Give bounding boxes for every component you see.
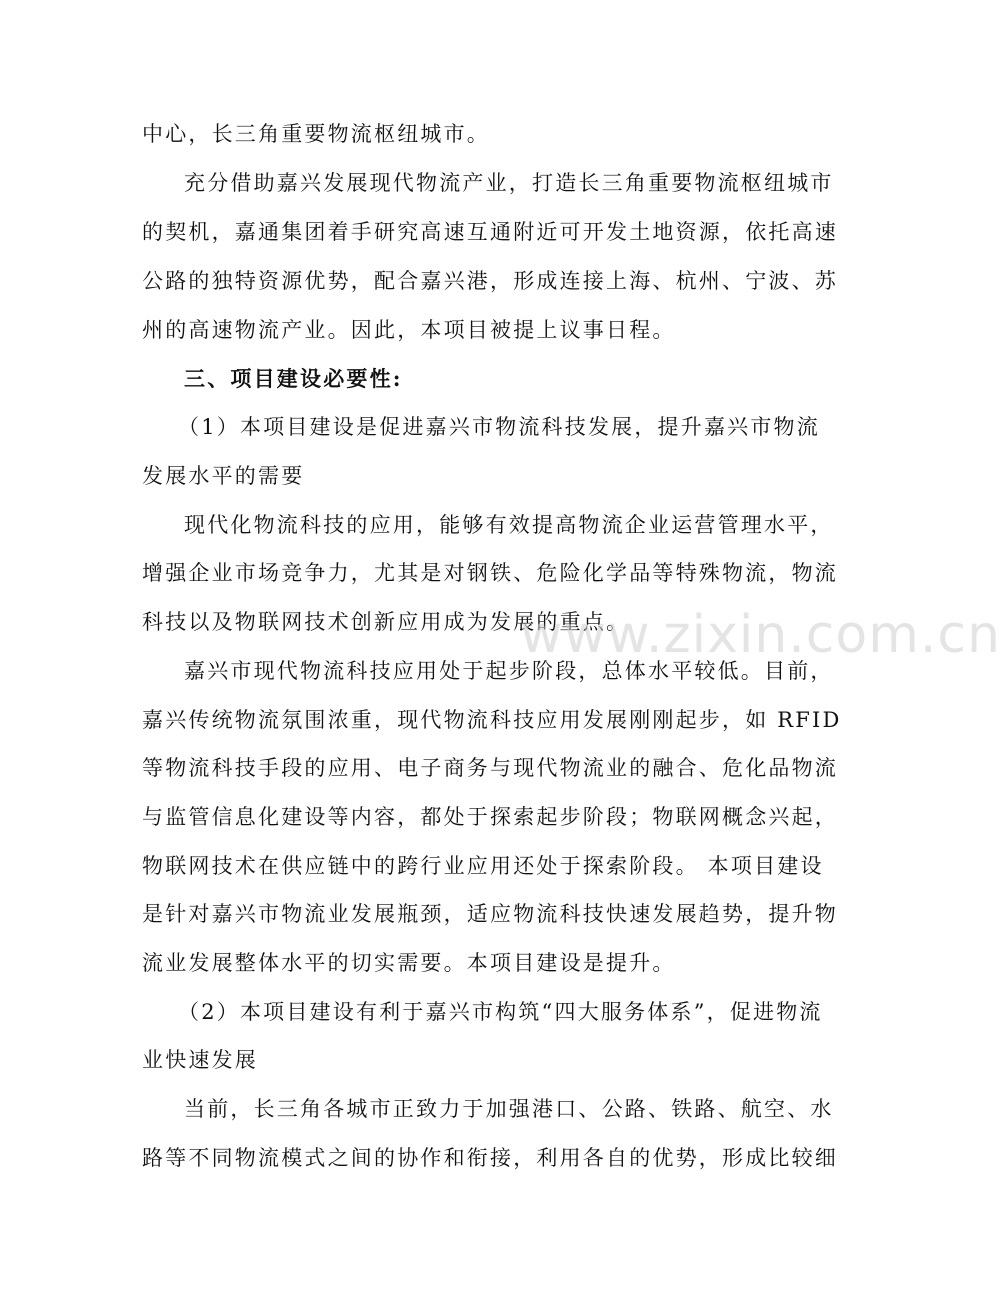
text-line: 嘉兴传统物流氛围浓重，现代物流科技应用发展刚刚起步，如 RFID: [142, 708, 842, 732]
section-heading: 三、项目建设必要性:: [184, 366, 403, 391]
paragraph-first-line: 当前，长三角各城市正致力于加强港口、公路、铁路、航空、水: [184, 1097, 834, 1121]
paragraph-first-line: 现代化物流科技的应用，能够有效提高物流企业运营管理水平，: [184, 513, 834, 537]
text-line: 是针对嘉兴市物流业发展瓶颈，适应物流科技快速发展趋势，提升物: [142, 902, 838, 926]
text-line: 路等不同物流模式之间的协作和衔接，利用各自的优势，形成比较细: [142, 1146, 838, 1170]
subheading-line: （1）本项目建设是促进嘉兴市物流科技发展，提升嘉兴市物流: [178, 415, 820, 439]
watermark: www.zixin.com.cn: [520, 605, 1001, 665]
paragraph-first-line: 充分借助嘉兴发展现代物流产业，打造长三角重要物流枢纽城市: [184, 171, 834, 195]
text-line: 州的高速物流产业。因此，本项目被提上议事日程。: [142, 318, 676, 342]
text-line: 的契机，嘉通集团着手研究高速互通附近可开发土地资源，依托高速: [142, 220, 838, 244]
text-line: 增强企业市场竞争力，尤其是对钢铁、危险化学品等特殊物流，物流: [142, 561, 838, 585]
subheading-line: （2）本项目建设有利于嘉兴市构筑“四大服务体系”，促进物流: [178, 1000, 823, 1024]
text-line: 中心，长三角重要物流枢纽城市。: [142, 122, 490, 146]
paragraph-first-line: 嘉兴市现代物流科技应用处于起步阶段，总体水平较低。目前，: [184, 659, 834, 683]
text-line: 与监管信息化建设等内容，都处于探索起步阶段；物联网概念兴起，: [142, 805, 838, 829]
subheading-line: 业快速发展: [142, 1048, 258, 1072]
subheading-line: 发展水平的需要: [142, 464, 305, 488]
text-line: 物联网技术在供应链中的跨行业应用还处于探索阶段。 本项目建设: [142, 854, 824, 878]
text-line: 公路的独特资源优势，配合嘉兴港，形成连接上海、杭州、宁波、苏: [142, 269, 838, 293]
text-line: 科技以及物联网技术创新应用成为发展的重点。: [142, 610, 630, 634]
text-line: 流业发展整体水平的切实需要。本项目建设是提升。: [142, 951, 676, 975]
text-line: 等物流科技手段的应用、电子商务与现代物流业的融合、危化品物流: [142, 756, 838, 780]
